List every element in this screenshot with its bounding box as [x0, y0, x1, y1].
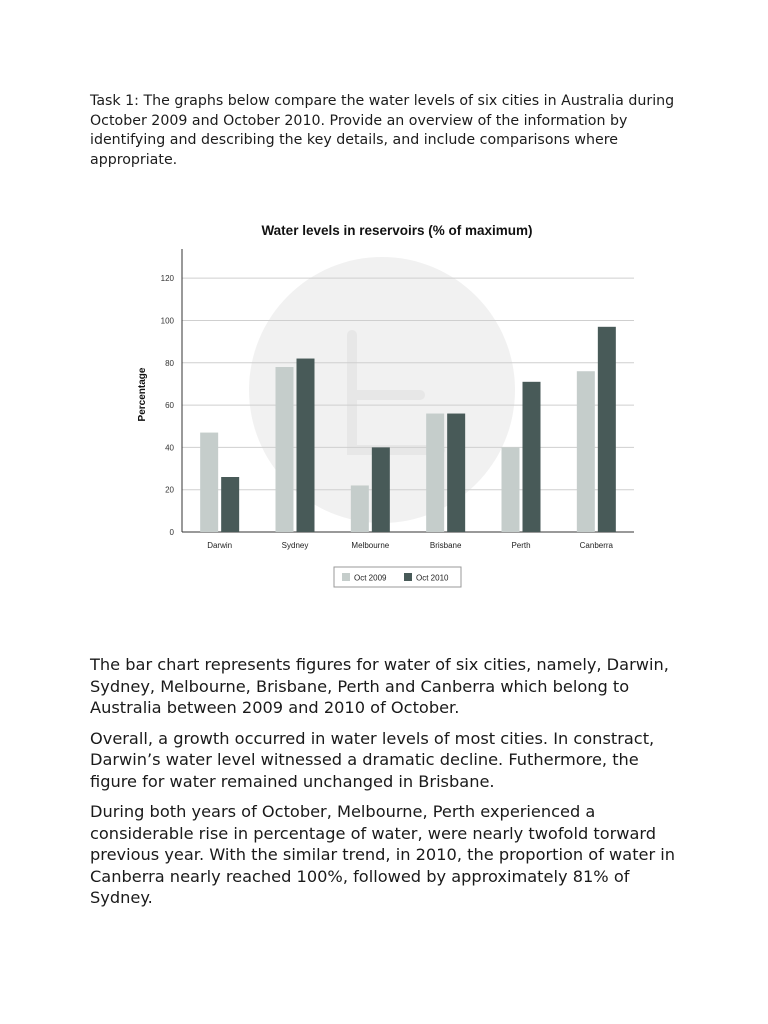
y-tick-label: 60 — [165, 401, 174, 411]
legend-swatch — [404, 573, 412, 581]
x-tick-label: Brisbane — [429, 541, 462, 550]
bar-perth-oct-2009 — [502, 447, 520, 532]
x-tick-label: Melbourne — [351, 541, 390, 550]
bar-canberra-oct-2010 — [598, 327, 616, 532]
chart-title: Water levels in reservoirs (% of maximum) — [261, 223, 533, 238]
x-tick-label: Canberra — [579, 541, 614, 550]
y-tick-label: 40 — [165, 443, 174, 453]
bar-melbourne-oct-2010 — [372, 447, 390, 532]
bar-brisbane-oct-2010 — [447, 414, 465, 532]
bar-darwin-oct-2010 — [221, 477, 239, 532]
y-tick-label: 80 — [165, 358, 174, 368]
y-axis-label: Percentage — [137, 367, 148, 422]
essay — [90, 654, 690, 918]
bar-melbourne-oct-2009 — [351, 485, 369, 532]
legend-label: Oct 2010 — [416, 573, 449, 583]
x-tick-label: Perth — [511, 541, 531, 550]
y-tick-label: 0 — [169, 528, 174, 537]
essay-paragraph-2: Overall, a growth occurred in water levels of most cities. In constract, Darwin’s water level witnessed a dramatic decline. Futhermore, the figure for water remained unchanged in Brisbane. — [90, 728, 655, 791]
bar-brisbane-oct-2009 — [426, 414, 444, 532]
y-tick-label: 20 — [165, 485, 174, 495]
bar-perth-oct-2010 — [523, 382, 541, 532]
y-tick-label: 100 — [160, 316, 174, 326]
bar-sydney-oct-2009 — [276, 367, 294, 532]
y-tick-label: 120 — [160, 274, 174, 284]
essay-paragraph-1: The bar chart represents figures for water of six cities, namely, Darwin, Sydney, Melbourne, Brisbane, Perth and Canberra which belong to Australia between 2009 and 2010 of October. — [90, 655, 669, 717]
bar-darwin-oct-2009 — [200, 433, 218, 532]
task-prompt: Task 1: The graphs below compare the water levels of six cities in Australia during October 2009 and October 2010. Provide an overview of the information by identifying and describing the key details, and include comparisons where appropriate. — [90, 93, 675, 168]
essay-paragraph-3: During both years of October, Melbourne, Perth experienced a considerable rise in percentage of water, were nearly twofold torward previous year. With the similar trend, in 2010, the proportion of water in Canberra nearly reached 100%, followed by approximately 81% of Sydney. — [90, 802, 676, 907]
x-tick-label: Darwin — [207, 541, 233, 550]
legend-label: Oct 2009 — [354, 573, 387, 583]
bar-sydney-oct-2010 — [297, 359, 315, 532]
bar-canberra-oct-2009 — [577, 371, 595, 532]
bar-chart — [120, 205, 660, 600]
chart-svg — [120, 205, 660, 600]
legend-swatch — [342, 573, 350, 581]
x-tick-label: Sydney — [281, 541, 309, 550]
